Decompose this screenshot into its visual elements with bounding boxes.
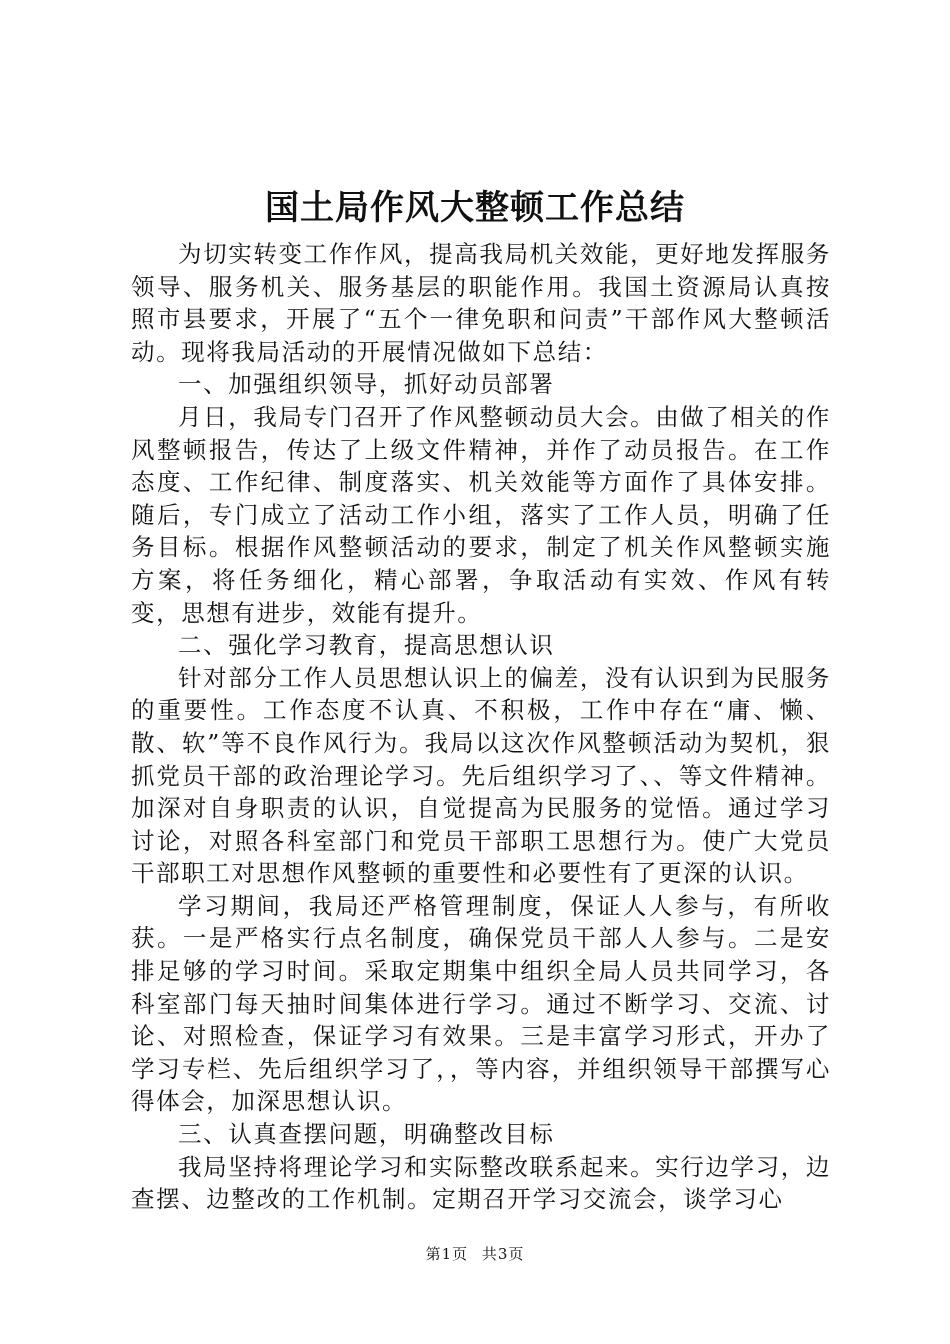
paragraph-section-2b: 学习期间，我局还严格管理制度，保证人人参与，有所收获。一是严格实行点名制度，确保党员干部人人参与。二是安排足够的学习时间。采取定期集中组织全局人员共同学习，各科室部门每天抽时间集体进行学习。通过不断学习、交流、讨论、对照检查，保证学习有效果。三是丰富学习形式，开办了学习专栏、先后组织学习了，，等内容，并组织领导干部撰写心得体会，加深思想认识。: [131, 891, 831, 1116]
section-heading-2: 二、强化学习教育，提高思想认识: [178, 631, 555, 660]
page-footer: [0, 1243, 950, 1264]
document-body: [131, 238, 831, 1216]
section-heading-3: 三、认真查摆问题，明确整改目标: [178, 1120, 555, 1149]
section-heading-1: 一、加强组织领导，抓好动员部署: [178, 370, 555, 399]
paragraph-intro: 为切实转变工作作风，提高我局机关效能，更好地发挥服务领导、服务机关、服务基层的职能作用。我国土资源局认真按照市县要求，开展了“五个一律免职和问责”干部作风大整顿活动。现将我局活动的开展情况做如下总结：: [131, 240, 831, 366]
paragraph-section-1: 月日，我局专门召开了作风整顿动员大会。由做了相关的作风整顿报告，传达了上级文件精神，并作了动员报告。在工作态度、工作纪律、制度落实、机关效能等方面作了具体安排。随后，专门成立了活动工作小组，落实了工作人员，明确了任务目标。根据作风整顿活动的要求，制定了机关作风整顿实施方案，将任务细化，精心部署，争取活动有实效、作风有转变，思想有进步，效能有提升。: [131, 402, 831, 627]
paragraph-section-3: 我局坚持将理论学习和实际整改联系起来。实行边学习，边查摆、边整改的工作机制。定期召开学习交流会，谈学习心: [131, 1152, 831, 1214]
document-title: 国土局作风大整顿工作总结: [265, 188, 685, 228]
paragraph-section-2a: 针对部分工作人员思想认识上的偏差，没有认识到为民服务的重要性。工作态度不认真、不积极，工作中存在“庸、懒、散、软”等不良作风行为。我局以这次作风整顿活动为契机，狠抓党员干部的政治理论学习。先后组织学习了、、等文件精神。加深对自身职责的认识，自觉提高为民服务的觉悟。通过学习讨论，对照各科室部门和党员干部职工思想行为。使广大党员干部职工对思想作风整顿的重要性和必要性有了更深的认识。: [131, 663, 831, 888]
page-total: 共3页: [481, 1245, 525, 1263]
page-number: 第1页: [425, 1245, 469, 1263]
